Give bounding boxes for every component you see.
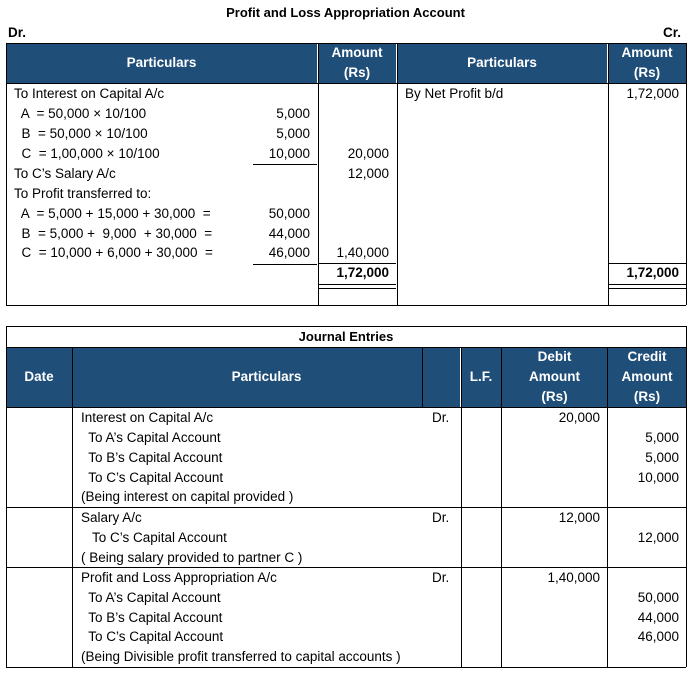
- journal-line-credit: 5,000: [645, 430, 679, 445]
- journal-header-particulars: Particulars: [73, 347, 460, 407]
- journal-line-dr: Dr.: [432, 570, 450, 585]
- pl-row-inner: 10,000: [268, 146, 310, 161]
- pl-row-outer: 20,000: [347, 146, 389, 161]
- journal-line-text: To C’s Capital Account: [81, 470, 224, 485]
- pl-row-text: C = 10,000 + 6,000 + 30,000 =: [14, 245, 213, 260]
- pl-row-text: C = 1,00,000 × 10/100: [14, 146, 160, 161]
- pl-row-outer: 1,40,000: [336, 245, 389, 260]
- pl-row-text: B = 50,000 × 10/100: [14, 126, 148, 141]
- pl-header-particulars-right: Particulars: [397, 43, 607, 83]
- journal-line-debit: 20,000: [558, 410, 600, 425]
- journal-line-text: To A’s Capital Account: [81, 590, 221, 605]
- journal-narration: (Being Divisible profit transferred to capital accounts ): [81, 649, 401, 664]
- pl-credit-text: By Net Profit b/d: [405, 86, 504, 101]
- journal-line-dr: Dr.: [432, 510, 450, 525]
- journal-line-text: To B’s Capital Account: [81, 450, 223, 465]
- journal-header-debit: Debit Amount (Rs): [502, 347, 607, 407]
- pl-row-text: A = 50,000 × 10/100: [14, 106, 147, 121]
- pl-header-amount-right: Amount (Rs): [608, 43, 686, 83]
- journal-line-text: Salary A/c: [81, 510, 142, 525]
- pl-row-inner: 5,000: [276, 126, 310, 141]
- journal-line-credit: 5,000: [645, 450, 679, 465]
- pl-row-inner: 50,000: [268, 206, 310, 221]
- journal-line-text: To C’s Capital Account: [81, 629, 224, 644]
- journal-line-credit: 12,000: [637, 530, 679, 545]
- journal-line-text: To A’s Capital Account: [81, 430, 221, 445]
- pl-row-inner: 46,000: [268, 245, 310, 260]
- journal-narration: ( Being salary provided to partner C ): [81, 550, 303, 565]
- pl-row-text: To C’s Salary A/c: [14, 166, 116, 181]
- pl-row-inner: 5,000: [276, 106, 310, 121]
- journal-narration: (Being interest on capital provided ): [81, 489, 294, 504]
- pl-header-amount-left: Amount (Rs): [318, 43, 396, 83]
- journal-line-debit: 12,000: [558, 510, 600, 525]
- journal-line-debit: 1,40,000: [547, 570, 600, 585]
- pl-credit-amount: 1,72,000: [626, 86, 679, 101]
- journal-line-credit: 44,000: [637, 610, 679, 625]
- pl-row-text: To Profit transferred to:: [14, 186, 152, 201]
- journal-title: Journal Entries: [298, 329, 394, 344]
- journal-line-text: To B’s Capital Account: [81, 610, 223, 625]
- journal-header-credit: Credit Amount (Rs): [608, 347, 686, 407]
- pl-row-text: B = 5,000 + 9,000 + 30,000 =: [14, 226, 213, 241]
- journal-line-text: Profit and Loss Appropriation A/c: [81, 570, 277, 585]
- journal-line-credit: 10,000: [637, 470, 679, 485]
- pl-title: Profit and Loss Appropriation Account: [226, 5, 465, 20]
- pl-row-inner: 44,000: [268, 226, 310, 241]
- pl-row-text: A = 5,000 + 15,000 + 30,000 =: [14, 206, 211, 221]
- dr-label: Dr.: [8, 25, 27, 40]
- journal-line-dr: Dr.: [432, 410, 450, 425]
- pl-total-left: 1,72,000: [336, 265, 389, 280]
- pl-header-particulars-left: Particulars: [6, 43, 317, 83]
- journal-header-date: Date: [6, 347, 72, 407]
- journal-line-credit: 50,000: [637, 590, 679, 605]
- journal-header-lf: L.F.: [461, 347, 501, 407]
- cr-label: Cr.: [662, 25, 681, 40]
- journal-line-text: Interest on Capital A/c: [81, 410, 214, 425]
- pl-total-right: 1,72,000: [626, 265, 679, 280]
- pl-row-outer: 12,000: [347, 166, 389, 181]
- pl-row-text: To Interest on Capital A/c: [14, 86, 165, 101]
- journal-line-credit: 46,000: [637, 629, 679, 644]
- journal-line-text: To C’s Capital Account: [81, 530, 227, 545]
